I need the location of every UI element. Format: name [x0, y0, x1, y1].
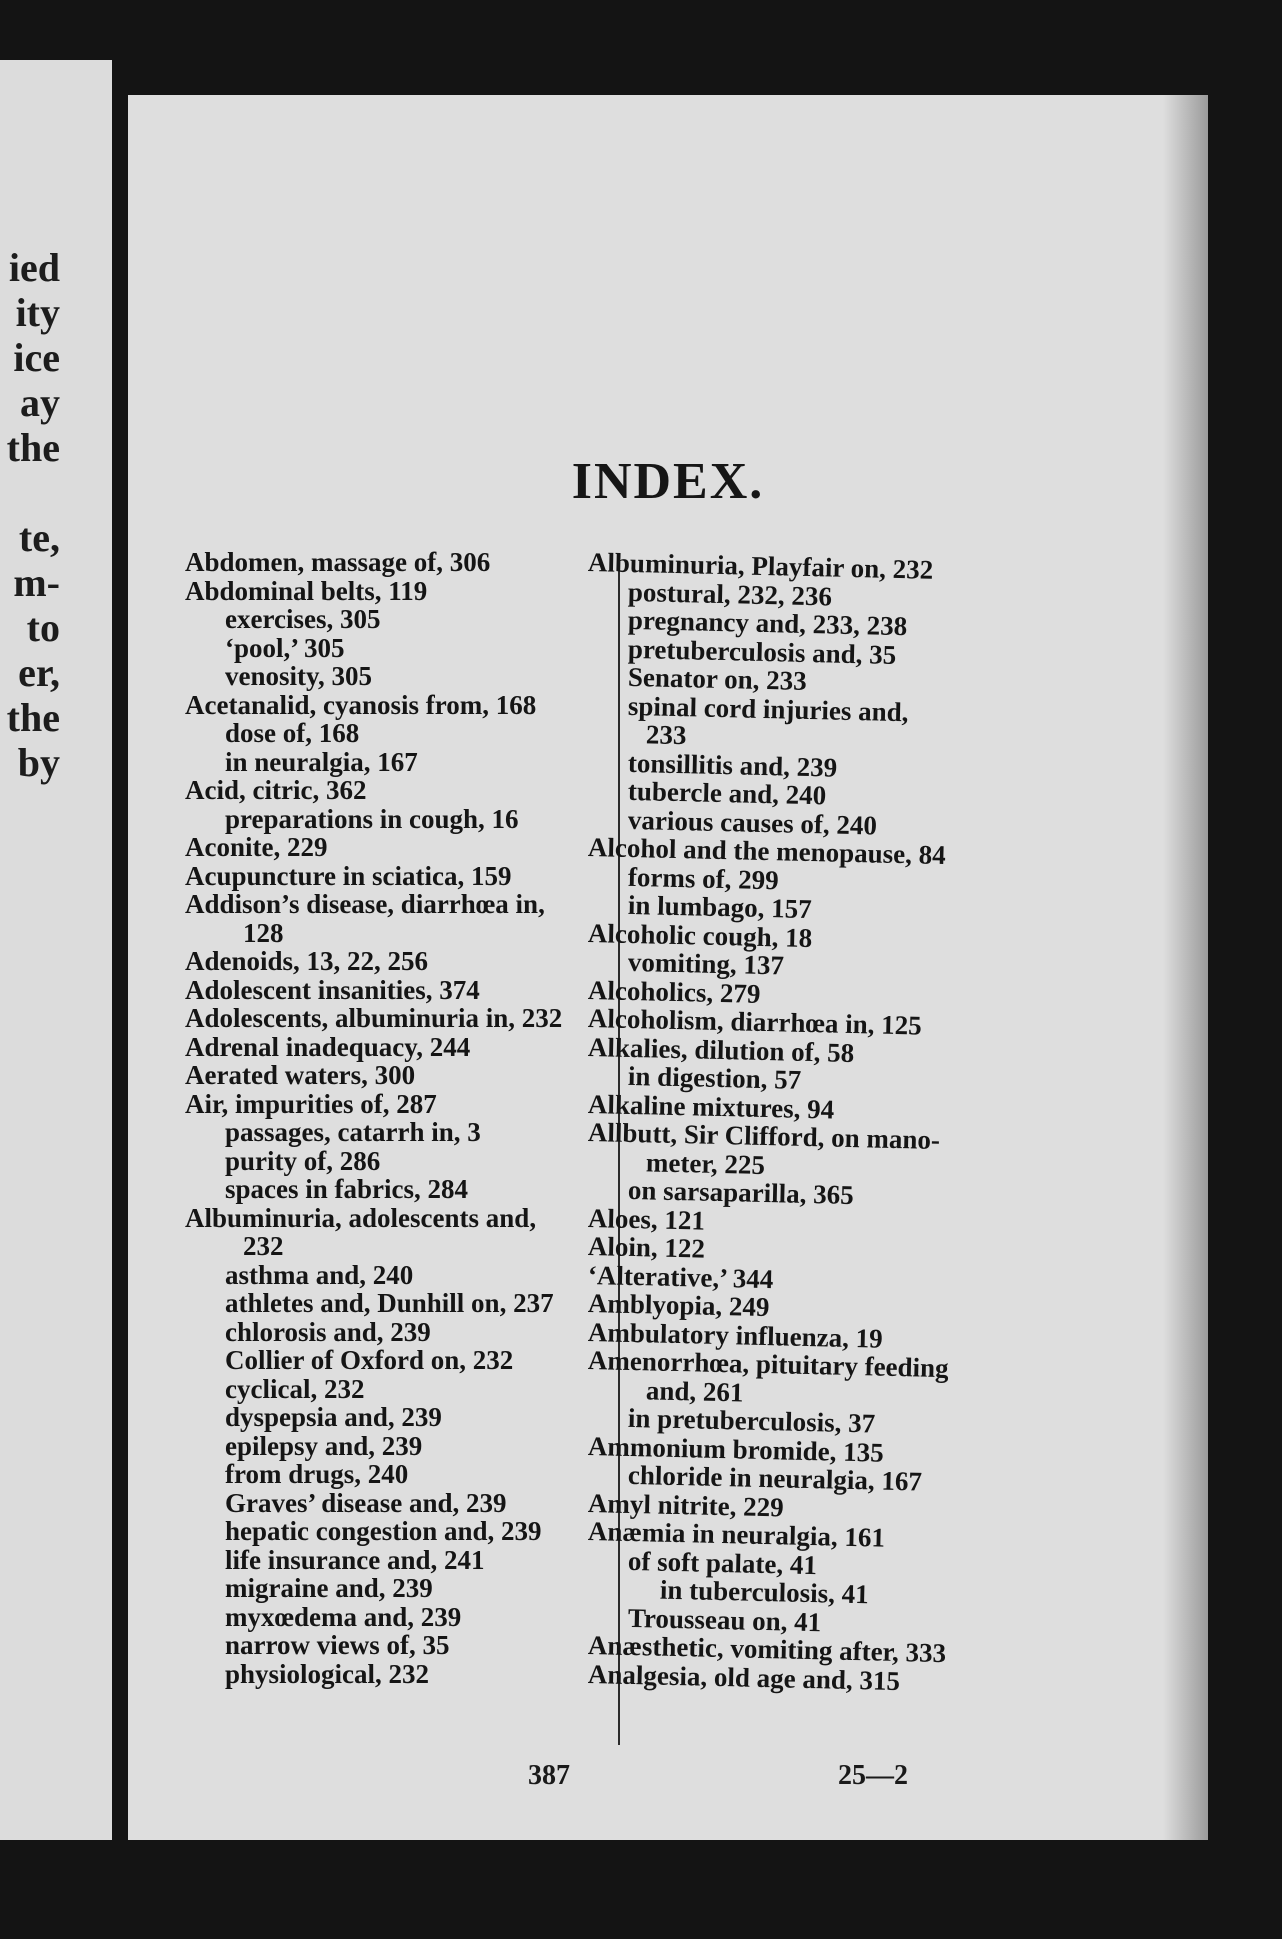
index-subentry: passages, catarrh in, 3	[225, 1117, 481, 1147]
index-entry: Alkaline mixtures, 94	[587, 1088, 835, 1125]
index-entry: Addison’s disease, diarrhœa in,	[185, 889, 545, 919]
left-page-edge	[0, 60, 112, 1840]
index-entry: Albuminuria, adolescents and,	[185, 1202, 537, 1233]
index-subentry: Graves’ disease and, 239	[225, 1487, 507, 1518]
left-page-fragment: the	[6, 695, 60, 740]
index-entry: Aerated waters, 300	[185, 1060, 416, 1090]
index-entry: Anæmia in neuralgia, 161	[587, 1516, 886, 1553]
index-continuation: and, 261	[645, 1374, 744, 1408]
index-subentry: spaces in fabrics, 284	[225, 1174, 468, 1204]
index-subentry: asthma and, 240	[225, 1259, 414, 1290]
index-subentry: cyclical, 232	[225, 1373, 365, 1404]
page-number: 387	[528, 1760, 570, 1791]
left-page-fragment: the	[6, 425, 60, 470]
index-entry: Alcoholics, 279	[587, 974, 761, 1009]
left-page-fragment: by	[17, 740, 60, 785]
index-subentry: Trousseau on, 41	[627, 1602, 822, 1637]
index-subentry: physiological, 232	[225, 1658, 430, 1689]
index-entry: Aconite, 229	[185, 832, 328, 862]
index-entry: Adolescent insanities, 374	[185, 974, 480, 1005]
index-subentry: in pretuberculosis, 37	[627, 1402, 876, 1439]
index-subentry: in digestion, 57	[627, 1060, 802, 1095]
index-subentry: tonsillitis and, 239	[627, 747, 838, 783]
index-entry: Analgesia, old age and, 315	[587, 1658, 901, 1696]
index-page	[128, 95, 1208, 1840]
index-subentry: in neuralgia, 167	[225, 746, 418, 777]
page-title: INDEX.	[571, 453, 765, 510]
index-entry: Alcoholism, diarrhœa in, 125	[587, 1003, 923, 1041]
index-entry: Acid, citric, 362	[185, 775, 367, 805]
index-subentry: Senator on, 233	[627, 661, 808, 696]
left-page-fragment: te,	[18, 515, 60, 560]
index-subentry: migraine and, 239	[225, 1573, 433, 1603]
index-subentry: dose of, 168	[225, 718, 360, 748]
index-entry: Albuminuria, Playfair on, 232	[587, 547, 934, 585]
index-subentry: vomiting, 137	[627, 946, 785, 981]
index-subentry: ‘pool,’ 305	[225, 632, 345, 663]
index-subentry: life insurance and, 241	[225, 1544, 485, 1575]
index-column-left	[185, 548, 625, 1688]
index-subentry: various causes of, 240	[627, 804, 878, 841]
left-page-fragment: ied	[8, 245, 60, 290]
index-entry: Alcoholic cough, 18	[587, 917, 813, 953]
index-entry: Abdominal belts, 119	[185, 575, 428, 606]
index-subentry: pretuberculosis and, 35	[627, 633, 897, 670]
index-subentry: from drugs, 240	[225, 1459, 409, 1489]
index-continuation: 128	[243, 917, 284, 948]
index-subentry: myxœdema and, 239	[225, 1601, 462, 1632]
index-subentry: spinal cord injuries and,	[627, 690, 909, 727]
left-page-fragment: ice	[13, 335, 60, 380]
index-entry: Amblyopia, 249	[587, 1288, 770, 1323]
index-subentry: pregnancy and, 233, 238	[627, 604, 908, 642]
index-subentry: chlorosis and, 239	[225, 1316, 431, 1347]
index-subentry: narrow views of, 35	[225, 1630, 450, 1660]
index-continuation: 232	[243, 1231, 284, 1261]
index-subentry: hepatic congestion and, 239	[225, 1516, 542, 1546]
index-subentry: purity of, 286	[225, 1145, 381, 1176]
index-entry: ‘Alterative,’ 344	[587, 1259, 774, 1294]
index-subentry: tubercle and, 240	[627, 775, 827, 811]
index-subentry: of soft palate, 41	[627, 1545, 818, 1580]
index-subentry: chloride in neuralgia, 167	[627, 1459, 923, 1497]
index-entry: Abdomen, massage of, 306	[185, 547, 491, 577]
index-subentry: on sarsaparilla, 365	[627, 1174, 855, 1211]
index-column-right	[587, 547, 1148, 1696]
index-entry: Aloes, 121	[587, 1202, 706, 1236]
index-entry: Ammonium bromide, 135	[587, 1430, 885, 1468]
signature-mark: 25—2	[838, 1760, 908, 1791]
index-entry: Acetanalid, cyanosis from, 168	[185, 689, 537, 720]
left-page-fragment: to	[26, 605, 60, 650]
index-subentry: athletes and, Dunhill on, 237	[225, 1288, 554, 1318]
index-subentry: venosity, 305	[225, 661, 373, 691]
index-entry: Aloin, 122	[587, 1231, 706, 1264]
index-subentry: exercises, 305	[225, 604, 381, 634]
left-page-fragment: m-	[13, 560, 60, 605]
index-entry: Air, impurities of, 287	[185, 1088, 437, 1119]
index-entry: Adolescents, albuminuria in, 232	[185, 1003, 563, 1033]
index-subentry: postural, 232, 236	[627, 576, 833, 612]
index-entry: Anæsthetic, vomiting after, 333	[587, 1630, 947, 1669]
index-entry: Alkalies, dilution of, 58	[587, 1031, 855, 1068]
index-subentry: in tuberculosis, 41	[659, 1574, 870, 1610]
index-subentry: preparations in cough, 16	[225, 803, 519, 834]
index-continuation: meter, 225	[645, 1146, 766, 1180]
index-entry: Allbutt, Sir Clifford, on mano-	[587, 1117, 941, 1155]
index-subentry: dyspepsia and, 239	[225, 1402, 442, 1432]
index-continuation: 233	[645, 719, 687, 751]
index-entry: Acupuncture in sciatica, 159	[185, 860, 512, 891]
left-page-fragment: er,	[18, 650, 60, 695]
index-entry: Adenoids, 13, 22, 256	[185, 946, 429, 976]
left-page-fragment: ay	[20, 380, 60, 425]
index-subentry: epilepsy and, 239	[225, 1430, 423, 1461]
index-entry: Ambulatory influenza, 19	[587, 1316, 884, 1354]
index-subentry: in lumbago, 157	[627, 889, 813, 925]
left-page-fragment: ity	[15, 290, 60, 335]
index-subentry: Collier of Oxford on, 232	[225, 1345, 514, 1375]
index-entry: Adrenal inadequacy, 244	[185, 1031, 471, 1062]
index-entry: Amenorrhœa, pituitary feeding	[587, 1345, 949, 1384]
index-subentry: forms of, 299	[627, 861, 780, 895]
index-entry: Alcohol and the menopause, 84	[587, 832, 947, 871]
index-entry: Amyl nitrite, 229	[587, 1487, 785, 1522]
